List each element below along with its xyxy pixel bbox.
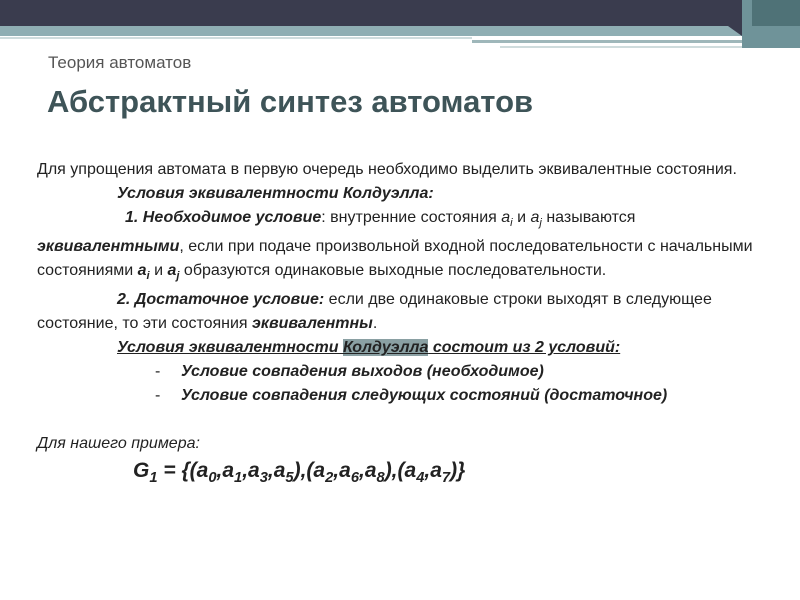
summary-text: Условия эквивалентности Колдуэлла состоит из 2 условий: bbox=[117, 339, 621, 357]
equivalent-term: эквивалентны bbox=[252, 315, 373, 333]
slide-title: Абстрактный синтез автоматов bbox=[47, 84, 534, 119]
header-line bbox=[472, 40, 742, 43]
condition-1-label: 1. Необходимое условие bbox=[125, 209, 322, 226]
header-line bbox=[0, 37, 472, 39]
intro-paragraph: Для упрощения автомата в первую очередь необходимо выделить эквивалентные состояния. bbox=[37, 161, 737, 178]
header-teal-block-dark bbox=[752, 0, 800, 26]
condition-2-label: 2. Достаточное условие: bbox=[117, 291, 325, 309]
list-item bbox=[37, 360, 757, 384]
list-item-text: Условие совпадения выходов (необходимое) bbox=[181, 363, 544, 381]
example-label: Для нашего примера: bbox=[37, 435, 200, 453]
highlighted-name: Колдуэлла bbox=[343, 339, 429, 357]
summary-line bbox=[37, 336, 757, 360]
header-line bbox=[500, 46, 742, 48]
header-dark-bar bbox=[0, 0, 800, 26]
list-item bbox=[37, 384, 757, 408]
list-dash: - bbox=[155, 387, 161, 405]
header-notch bbox=[728, 26, 742, 36]
slide-content bbox=[37, 158, 757, 494]
slide-subtitle: Теория автоматов bbox=[48, 53, 192, 72]
equivalent-term: эквивалентными bbox=[37, 238, 180, 256]
header-teal-bar bbox=[0, 26, 742, 36]
condition-1-paragraph: 1. Необходимое условие: внутренние состояния $a_i$ и $a_j$ называются эквивалентными, если при подаче произвольной входной последовательности с начальными состояниями $a_i$ и $a_j$ образуются одинаковые выходные последовательности. bbox=[37, 209, 753, 283]
conditions-heading bbox=[37, 182, 757, 206]
condition-2-paragraph: 2. Достаточное условие: если две одинаковые строки выходят в следующее состояние, то эти состояния эквивалентны. bbox=[37, 291, 712, 333]
conditions-heading-text: Условия эквивалентности Колдуэлла: bbox=[117, 185, 434, 202]
formula: $G_1 = \{(a_0,a_1,a_3,a_5),(a_2,a_6,a_8),(a_4,a_7)\}$ bbox=[133, 459, 466, 487]
list-dash: - bbox=[155, 363, 161, 381]
list-item-text: Условие совпадения следующих состояний (достаточное) bbox=[181, 387, 668, 405]
